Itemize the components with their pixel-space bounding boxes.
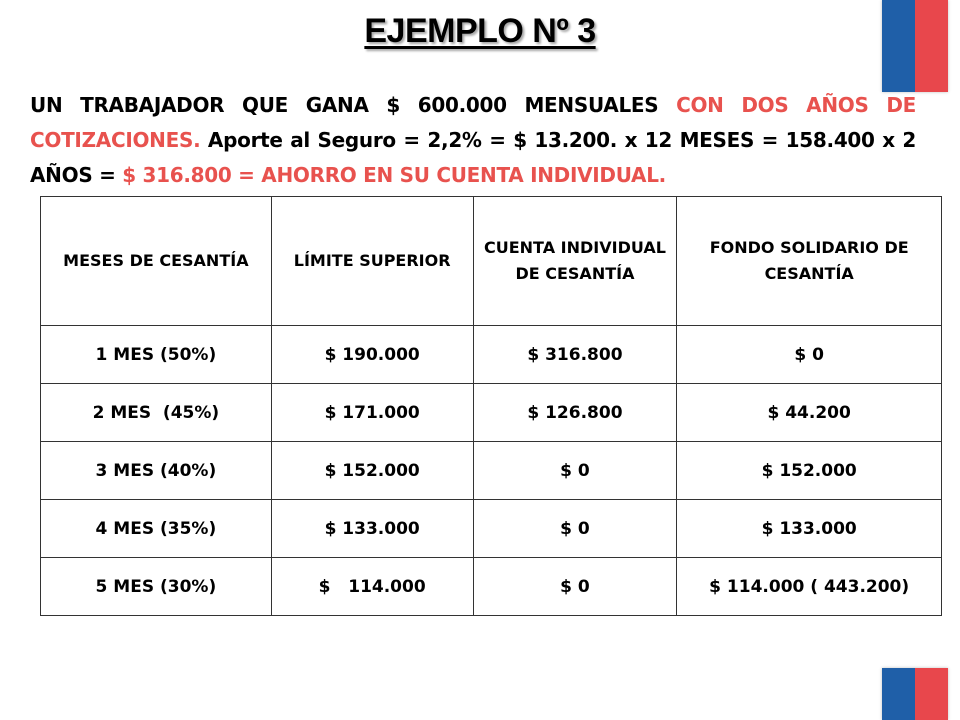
flag-red-band (915, 0, 948, 92)
cell-cuenta: $ 0 (473, 558, 677, 616)
cell-cuenta: $ 0 (473, 500, 677, 558)
table-row (41, 442, 942, 500)
intro-paragraph (30, 88, 916, 193)
cell-limite: $ 114.000 (271, 558, 473, 616)
cell-limite: $ 190.000 (271, 326, 473, 384)
header-limite: LÍMITE SUPERIOR (271, 197, 473, 326)
cell-fondo: $ 114.000 ( 443.200) (677, 558, 942, 616)
table-row (41, 384, 942, 442)
cell-meses: 2 MES (45%) (41, 384, 272, 442)
cell-meses: 4 MES (35%) (41, 500, 272, 558)
cell-meses: 1 MES (50%) (41, 326, 272, 384)
cell-fondo: $ 0 (677, 326, 942, 384)
table-row (41, 500, 942, 558)
cell-limite: $ 133.000 (271, 500, 473, 558)
cell-cuenta: $ 126.800 (473, 384, 677, 442)
cell-cuenta: $ 316.800 (473, 326, 677, 384)
header-fondo: FONDO SOLIDARIO DE CESANTÍA (677, 197, 942, 326)
cell-cuenta: $ 0 (473, 442, 677, 500)
flag-blue-band (882, 0, 915, 92)
table-header-row (41, 197, 942, 326)
cell-fondo: $ 133.000 (677, 500, 942, 558)
table-row (41, 558, 942, 616)
intro-text-3: Aporte al Seguro = 2,2% = $ 13.200. x 12 MESES = 158.400 x 2 AÑOS = (30, 128, 916, 187)
cell-limite: $ 152.000 (271, 442, 473, 500)
flag-red-band (915, 668, 948, 720)
flag-decoration-top (882, 0, 948, 92)
header-cuenta: CUENTA INDIVIDUAL DE CESANTÍA (473, 197, 677, 326)
cell-meses: 3 MES (40%) (41, 442, 272, 500)
intro-text-4-highlight: $ 316.800 = AHORRO EN SU CUENTA INDIVIDUAL. (122, 163, 666, 187)
cell-fondo: $ 44.200 (677, 384, 942, 442)
cell-fondo: $ 152.000 (677, 442, 942, 500)
cell-limite: $ 171.000 (271, 384, 473, 442)
header-meses: MESES DE CESANTÍA (41, 197, 272, 326)
table-row (41, 326, 942, 384)
cell-meses: 5 MES (30%) (41, 558, 272, 616)
slide-title: EJEMPLO Nº 3 (364, 12, 596, 50)
flag-blue-band (882, 668, 915, 720)
intro-text-1: UN TRABAJADOR QUE GANA $ 600.000 MENSUALES (30, 93, 677, 117)
flag-decoration-bottom (882, 668, 948, 720)
unemployment-table (40, 196, 942, 616)
intro-text-2-highlight: CON DOS AÑOS DE COTIZACIONES. (30, 93, 916, 152)
